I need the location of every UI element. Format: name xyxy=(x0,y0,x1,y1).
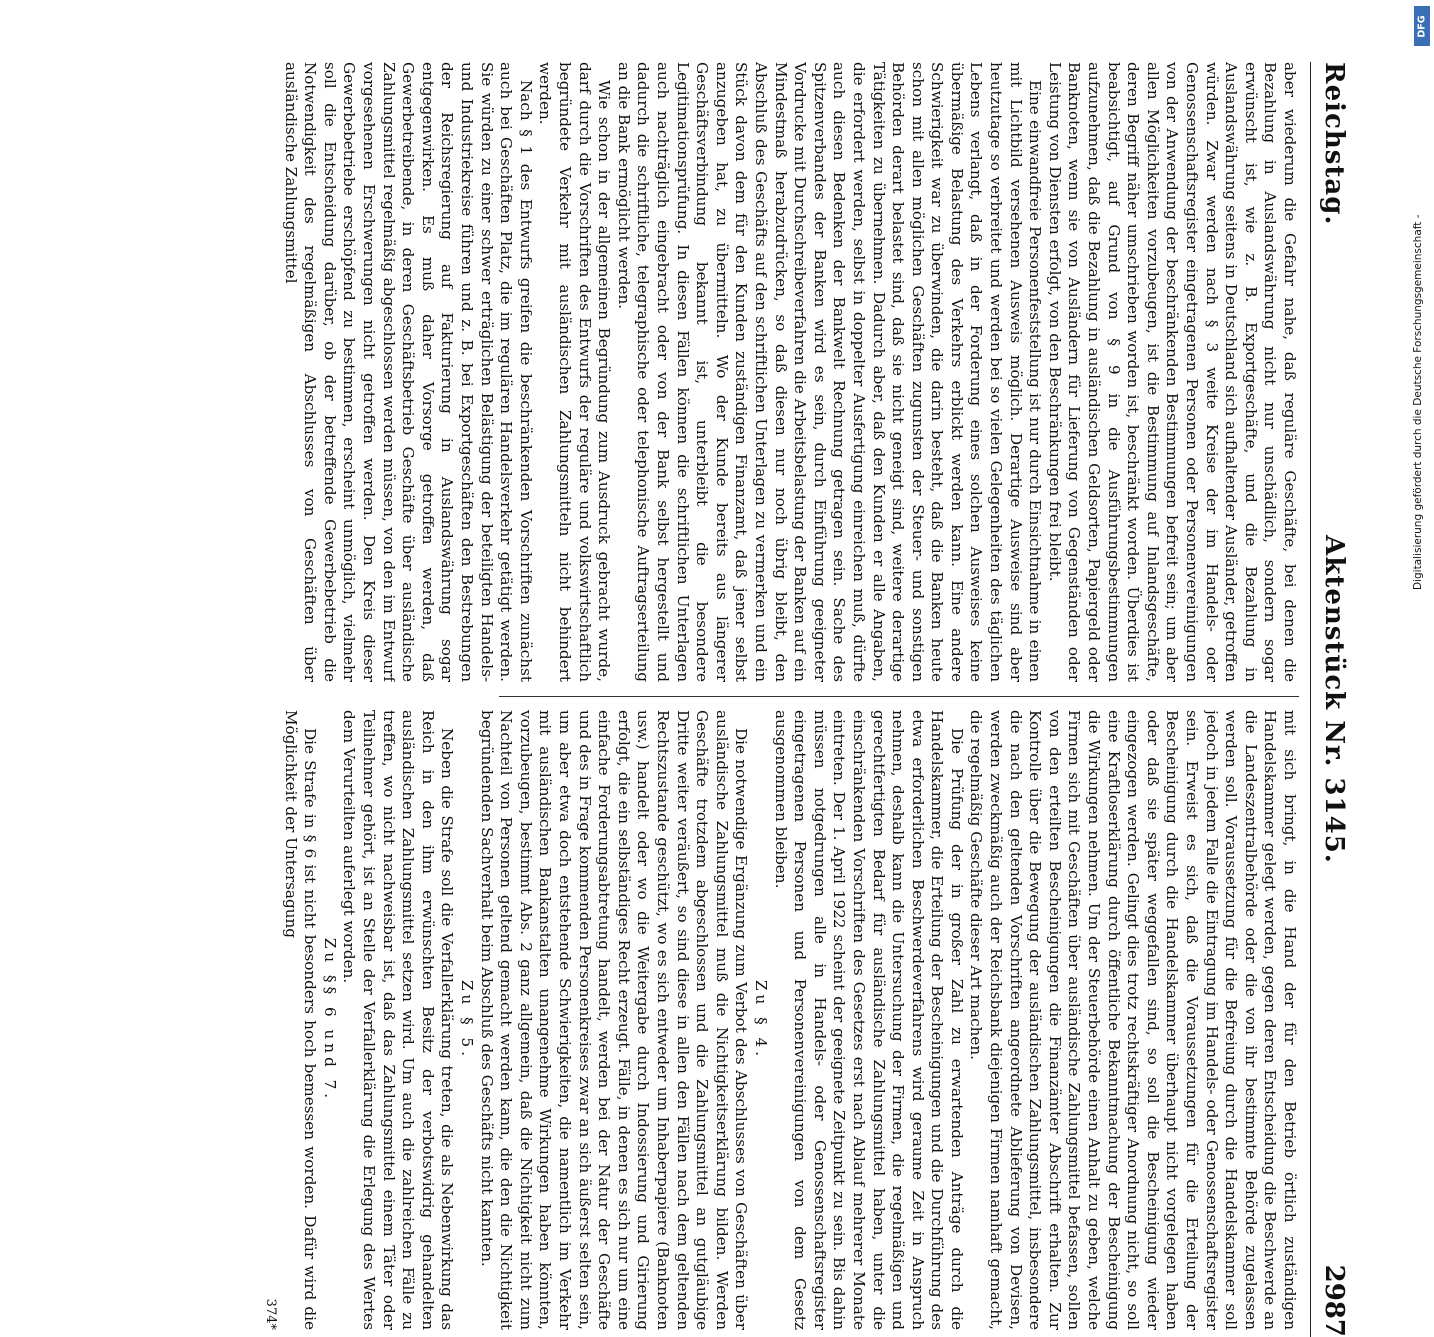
digitization-credit-text: Digitalisierung gefördert durch die Deutsche Forschungsgemeinschaft - xyxy=(1412,214,1424,590)
paragraph: Neben die Strafe soll die Verfallerklärung treten, die als Nebenwirkung das Reich in den ihm erwünschten Besitz der verbotswidrig gehandelten ausländischen Zahlungsmittel setzen wird. Um auch die zahlreichen Fälle zu treffen, wo nicht nachweisbar ist, daß das Zahlungsmittel einem Täter oder Teilnehmer gehört, ist an Stelle der Verfallerklärung die Erlegung des Wertes dem Verurteilten auferlegt worden. xyxy=(340,710,457,1330)
header-document-number: Aktenstück Nr. 3145. xyxy=(1319,535,1349,864)
paragraph: Nach § 1 des Entwurfs greifen die beschränkenden Vorschriften zunächst auch bei Geschäften Platz, die im regulären Handelsverkehr getätigt werden. Sie würden zu einer schwer erträglichen Belästigung der beteiligten Handels- und Industriekreise führen und z. B. bei Exportgeschäften den Bestrebungen der Reichsregierung auf Fakturierung in Auslandswährung sogar entgegenwirken. Es muß daher Vorsorge getroffen werden, daß Gewerbetreibende, in deren Geschäftsbetrieb Geschäfte über ausländische Zahlungsmittel regelmäßig abgeschlossen werden müssen, von den im Entwurf vorgesehenen Erschwerungen nicht getroffen werden. Den Kreis dieser Gewerbebetriebe erschöpfend zu bestimmen, erscheint unmöglich, vielmehr soll die Entscheidung darüber, ob der betreffende Gewerbebetrieb die Notwendigkeit des regelmäßigen Abschlusses von Geschäften über ausländische Zahlungsmittel xyxy=(281,62,535,682)
paragraph: Die Prüfung der in großer Zahl zu erwartenden Anträge durch die Handelskammer, die Erteilung der Bescheinigungen und die Durchführung des etwa erforderlichen Beschwerdeverfahrens wird geraume Zeit in Anspruch nehmen, deshalb kann die Untersuchung der Firmen, die regelmäßigen und gerechtfertigten Bedarf für ausländische Zahlungsmittel haben, unter die einschränkenden Vorschriften des Gesetzes erst nach Ablauf mehrerer Monate eintreten. Der 1. April 1922 scheint der geeignete Zeitpunkt zu sein. Bis dahin müssen notgedrungen alle in Handels- oder Genossenschaftsregister eingetragenen Personen und Personenvereinigungen von dem Gesetz ausgenommen bleiben. xyxy=(771,710,966,1330)
paragraph: Eine einwandfreie Personenfeststellung ist nur durch Einsichtnahme in einen mit Lichtbild versehenen Ausweis möglich. Derartige Ausweise sind aber heutzutage so verbreitet und werden bei so vielen Gelegenheiten des täglichen Lebens verlangt, daß in der Forderung eines solchen Ausweises keine übermäßige Belastung des Verkehrs erblickt werden kann. Eine andere Schwierigkeit war zu überwinden, die darin besteht, daß die Banken heute schon mit allen möglichen Geschäften zugunsten der Steuer- und sonstigen Behörden derart belastet sind, daß sie nicht geneigt sind, weitere derartige Tätigkeiten zu übernehmen. Dadurch aber, daß den Kunden er alle Angaben, die erfordert werden, selbst in doppelter Ausfertigung einreichen muß, dürfte auch diesen Bedenken der Bankwelt Rechnung getragen sein. Sache des Spitzenverbandes der Banken wird es sein, durch Einführung geeigneter Vordrucke mit Durchschreibeverfahren die Arbeitsbelastung der Banken auf ein Mindestmaß herabzudrücken, so daß diesen nur noch übrig bleibt, den Abschluß des Geschäfts auf den schriftlichen Unterlagen zu vermerken und ein Stück davon dem für den Kunden zuständigen Finanzamt, daß jener selbst anzugeben hat, zu übermitteln. Wo der Kunde bereits aus längerer Geschäftsverbindung bekannt ist, unterbleibt die besondere Legitimationsprüfung. In diesen Fällen können die schriftlichen Unterlagen auch nachträglich eingebracht oder von der Bank selbst hergestellt und dadurch die schriftliche, telegraphische oder telephonische Auftragserteilung an die Bank ermöglicht werden. xyxy=(614,62,1045,682)
paragraph: Die Strafe in § 6 ist nicht besonders hoch bemessen worden. Dafür wird die Möglichkeit der Untersagung xyxy=(281,710,320,1330)
column-right xyxy=(84,710,1299,1330)
section-heading: Zu § 4. xyxy=(751,979,770,1061)
section-heading: Zu § 5. xyxy=(458,979,477,1061)
column-divider xyxy=(499,696,1299,697)
header-page-number: 2987 xyxy=(1319,1264,1349,1337)
dfg-logo: DFG xyxy=(1414,6,1430,46)
paragraph: Wie schon in der allgemeinen Begründung zum Ausdruck gebracht wurde, darf durch die Vorschriften des Entwurfs der reguläre und volkswirtschaftlich begründete Verkehr mit ausländischen Zahlungsmitteln nicht behindert werden. xyxy=(536,62,614,682)
header-publication: Reichstag. xyxy=(1319,62,1349,226)
paragraph: aber wiederum die Gefahr nahe, daß reguläre Geschäfte, bei denen die Bezahlung in Auslandswährung nicht nur unschädlich, sondern sogar erwünscht ist, wie z. B. Exportgeschäfte, und die Bezahlung in Auslandswährung seitens in Deutschland sich aufhaltender Ausländer, getroffen würden. Zwar werden nach § 3 weite Kreise der im Handels- oder Genossenschaftsregister eingetragenen Personen oder Personenvereinigungen von der Anwendung der beschränkenden Bestimmungen befreit sein; um aber allen Möglichkeiten vorzubeugen, ist die Bestimmung auf Inlandsgeschäfte, deren Begriff näher umschrieben worden ist, beschränkt worden. Überdies ist beabsichtigt, auf Grund von § 9 in die Ausführungsbestimmungen aufzunehmen, daß die Bezahlung in ausländischen Geldsorten, Papiergeld oder Banknoten, wenn sie von Ausländern für Lieferung von Gegenständen oder Leistung von Diensten erfolgt, von den Beschränkungen frei bleibt. xyxy=(1045,62,1299,682)
paragraph: Die notwendige Ergänzung zum Verbot des Abschlusses von Geschäften über ausländische Zahlungsmittel muß die Nichtigkeitserklärung bilden. Werden Geschäfte trotzdem abgeschlossen und die Zahlungsmittel an gutgläubige Dritte weiter veräußert, so sind diese in allen den Fällen nach dem geltenden Rechtszustande geschützt, wo es sich entweder um Inhaberpapiere (Banknoten usw.) handelt oder wo die Weitergabe durch Indossierung und Girierung erfolgt, die ein selbständiges Recht erzeugt. Fälle, in denen es sich nur um eine einfache Forderungsabtretung handelt, werden bei der Natur der Geschäfte und des in Frage kommenden Personenkreises zwar an sich äußerst selten sein, um aber etwa doch entstehende Schwierigkeiten, die namentlich im Verkehr mit ausländischen Bankanstalten unangenehme Wirkungen haben könnten, vorzubeugen, bestimmt Abs. 2 ganz allgemein, daß die Nichtigkeit nicht zum Nachteil von Personen geltend gemacht werden kann, die den die Nichtigkeit begründenden Sachverhalt beim Abschluß des Geschäfts nicht kannten. xyxy=(477,710,751,1330)
digitization-credit xyxy=(1412,0,1432,1000)
signature-mark: 374* xyxy=(263,1298,279,1330)
text-area xyxy=(263,62,1355,1337)
section-heading: Zu §§ 6 und 7. xyxy=(320,937,339,1103)
column-left xyxy=(84,62,1299,682)
paragraph: mit sich bringt, in die Hand der für den Betrieb örtlich zuständigen Handelskammer gelegt werden, gegen deren Entscheidung die Beschwerde an die Landeszentralbehörde oder die von ihr bestimmte Behörde zugelassen werden soll. Voraussetzung für die Befreiung durch die Handelskammer soll jedoch in jedem Falle die Eintragung im Handels- oder Genossenschaftsregister sein. Erweist es sich, daß die Voraussetzungen für die Erteilung der Bescheinigung durch die Handelskammer überhaupt nicht vorgelegen haben oder daß sie später weggefallen sind, so soll die Bescheinigung wieder eingezogen werden. Gelingt dies trotz rechtskräftiger Anordnung nicht, so soll eine Kraftloserklärung durch öffentliche Bekanntmachung der Bescheinigung die Wirkungen nehmen. Um der Steuerbehörde einen Anhalt zu geben, welche Firmen sich mit Geschäften über ausländische Zahlungsmittel befassen, sollen von den erteilten Bescheinigungen die Finanzämter Abschrift erhalten. Zur Kontrolle über die Bewegung der ausländischen Zahlungsmittel, insbesondere die nach den geltenden Vorschriften angeordnete Ablieferung von Devisen, werden zweckmäßig auch der Reichsbank diejenigen Firmen namhaft gemacht, die regelmäßig Geschäfte dieser Art machen. xyxy=(967,710,1299,1330)
